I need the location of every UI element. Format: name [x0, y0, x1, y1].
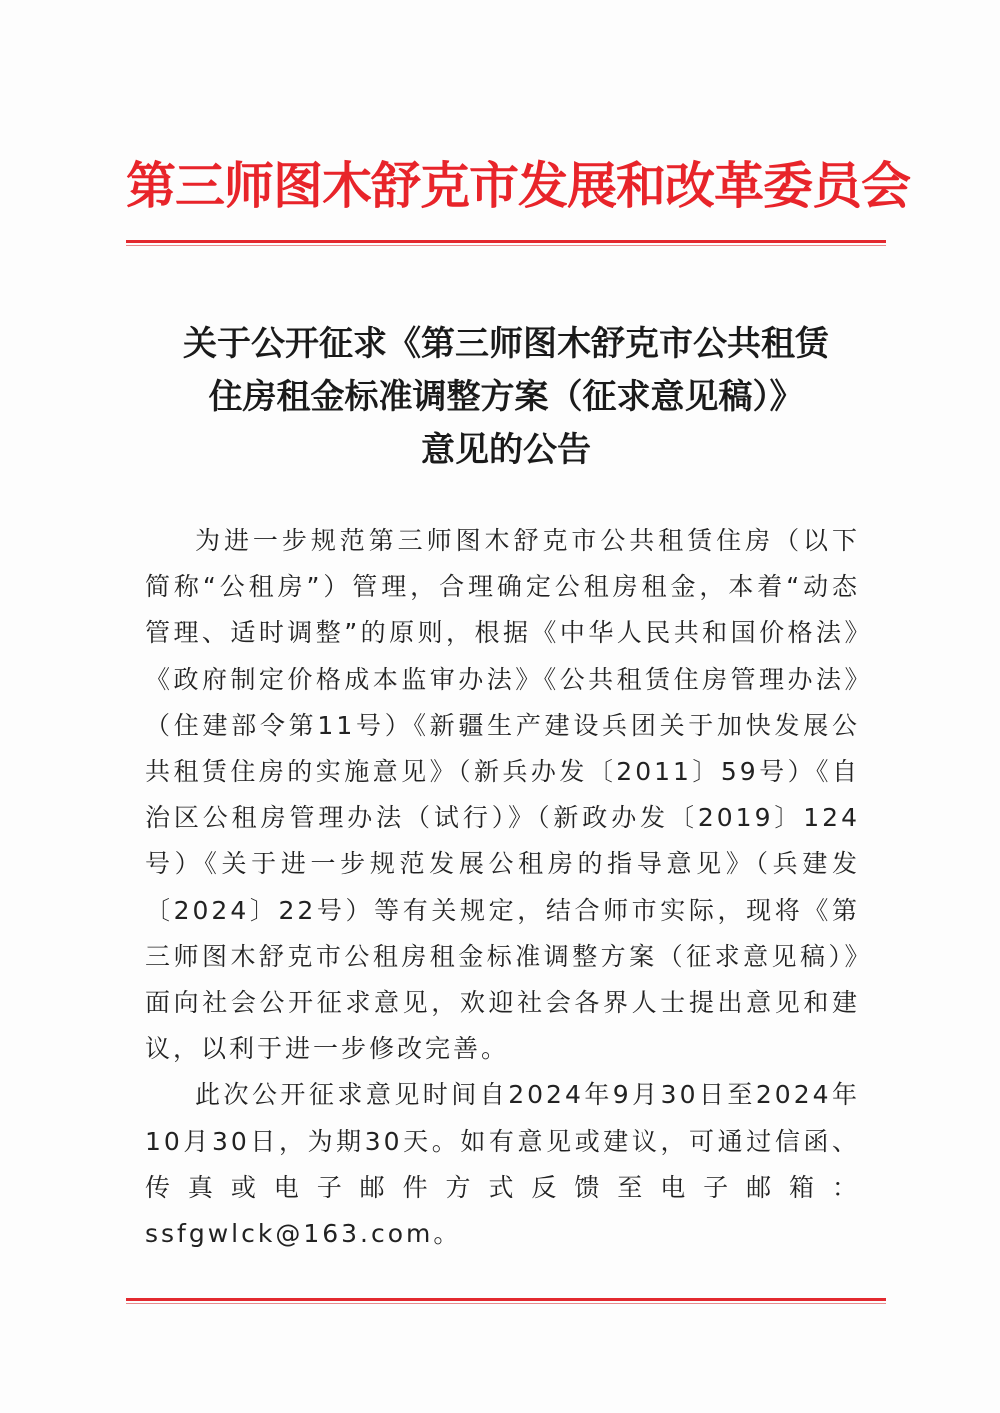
title-line-3: 意见的公告	[421, 430, 591, 470]
organization-header: 第三师图木舒克市发展和改革委员会	[126, 156, 910, 215]
body-paragraph-1: 为进一步规范第三师图木舒克市公共租赁住房（以下简称“公租房”）管理，合理确定公租房租金，本着“动态管理、适时调整”的原则，根据《中华人民共和国价格法》《政府制定价格成本监审办法》《公共租赁住房管理办法》（住建部令第11号）《新疆生产建设兵团关于加快发展公共租赁住房的实施意见》（新兵办发〔2011〕59号）《自治区公租房管理办法（试行）》（新政办发〔2019〕124号）《关于进一步规范发展公租房的指导意见》（兵建发〔2024〕22号）等有关规定，结合师市实际，现将《第三师图木舒克市公租房租金标准调整方案（征求意见稿）》面向社会公开征求意见，欢迎社会各界人士提出意见和建议，以利于进一步修改完善。	[145, 526, 860, 1064]
footer-red-rule	[126, 1298, 886, 1301]
title-line-2: 住房租金标准调整方案（征求意见稿）》	[208, 377, 804, 417]
document-body	[145, 518, 860, 1257]
header-red-rule	[126, 240, 886, 243]
title-line-1: 关于公开征求《第三师图木舒克市公共租赁	[183, 324, 829, 364]
body-paragraph-2: 此次公开征求意见时间自2024年9月30日至2024年10月30日，为期30天。如有意见或建议，可通过信函、传真或电子邮件方式反馈至电子邮箱：ssfgwlck@163.com。	[145, 1080, 860, 1249]
document-title	[126, 318, 886, 477]
